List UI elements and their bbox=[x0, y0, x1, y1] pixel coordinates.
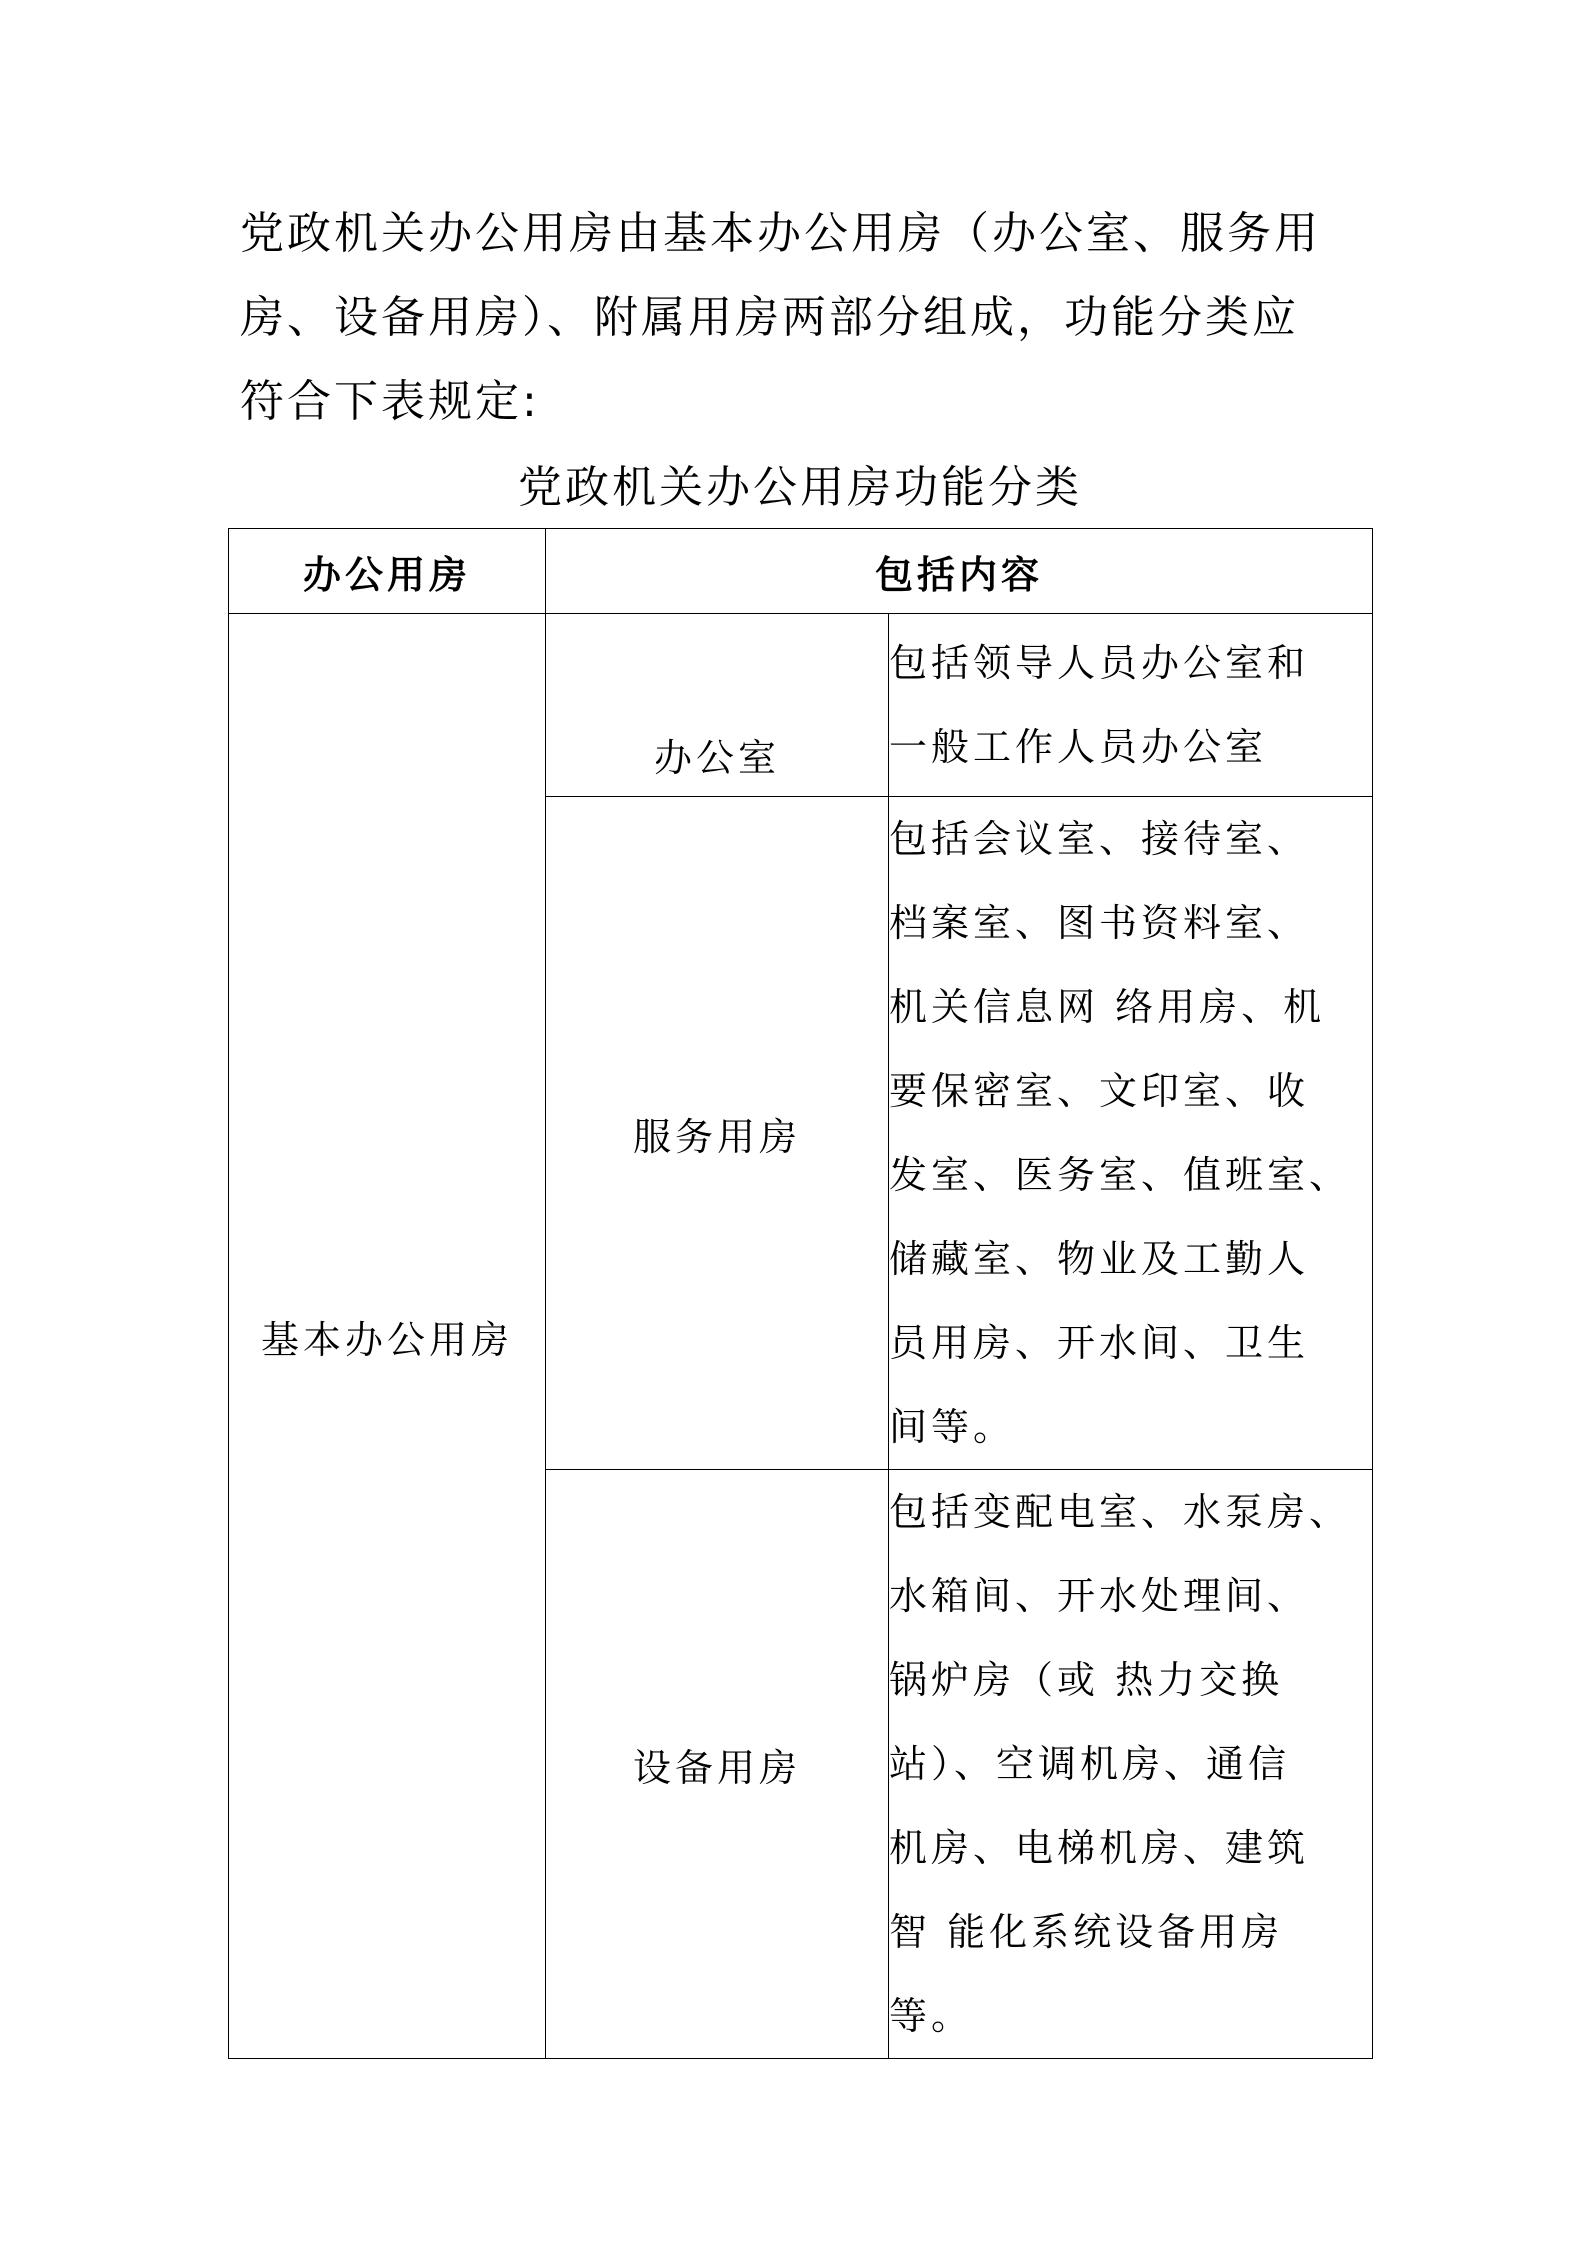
description-line: 一般工作人员办公室 bbox=[889, 725, 1268, 769]
description-line: 发室、医务室、值班室、 bbox=[889, 1153, 1352, 1197]
table-row bbox=[229, 614, 1373, 797]
subcategory-service-rooms: 服务用房 bbox=[546, 797, 889, 1470]
description-line: 等。 bbox=[889, 1994, 974, 2038]
table-header-row bbox=[229, 529, 1373, 614]
header-office-space: 办公用房 bbox=[229, 529, 546, 614]
description-line: 员用房、开水间、卫生 bbox=[889, 1321, 1310, 1365]
description-line: 智 能化系统设备用房 bbox=[889, 1910, 1284, 1954]
function-classification-table bbox=[228, 528, 1373, 2059]
description-line: 机关信息网 络用房、机 bbox=[889, 985, 1326, 1029]
description-line: 包括变配电室、水泵房、 bbox=[889, 1490, 1352, 1534]
header-contents: 包括内容 bbox=[546, 529, 1373, 614]
description-line: 包括领导人员办公室和 bbox=[889, 641, 1310, 685]
description-line: 间等。 bbox=[889, 1405, 1016, 1449]
description-line: 锅炉房（或 热力交换 bbox=[889, 1658, 1284, 1702]
intro-paragraph bbox=[240, 192, 1360, 444]
category-basic-office-space: 基本办公用房 bbox=[229, 614, 546, 2059]
intro-line: 符合下表规定: bbox=[240, 376, 540, 427]
description-line: 水箱间、开水处理间、 bbox=[889, 1574, 1310, 1618]
description-line: 包括会议室、接待室、 bbox=[889, 817, 1310, 861]
table-title: 党政机关办公用房功能分类 bbox=[518, 462, 1082, 513]
intro-line: 房、设备用房）、附属用房两部分组成，功能分类应 bbox=[240, 292, 1299, 343]
subcategory-equipment-rooms: 设备用房 bbox=[546, 1470, 889, 2059]
service-rooms-description bbox=[889, 797, 1373, 1470]
intro-line: 党政机关办公用房由基本办公用房（办公室、服务用 bbox=[240, 208, 1321, 259]
office-description bbox=[889, 614, 1373, 797]
description-line: 站）、空调机房、通信 bbox=[889, 1742, 1291, 1786]
description-line: 要保密室、文印室、收 bbox=[889, 1069, 1310, 1113]
description-line: 机房、电梯机房、建筑 bbox=[889, 1826, 1310, 1870]
subcategory-office: 办公室 bbox=[546, 614, 889, 797]
description-line: 储藏室、物业及工勤人 bbox=[889, 1237, 1310, 1281]
description-line: 档案室、图书资料室、 bbox=[889, 901, 1310, 945]
equipment-rooms-description bbox=[889, 1470, 1373, 2059]
